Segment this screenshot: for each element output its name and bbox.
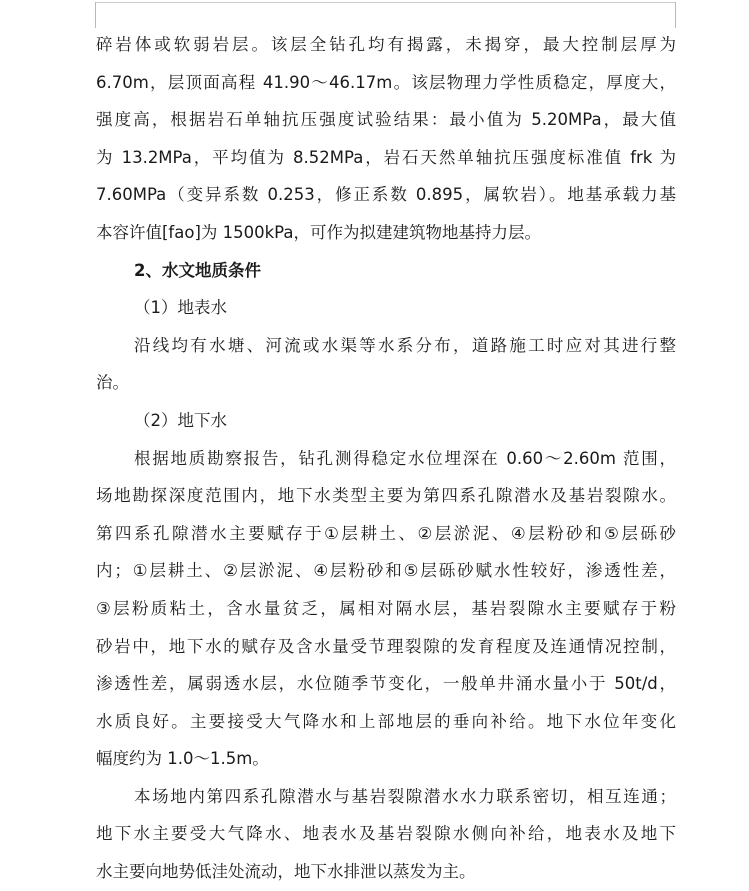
text-line: 第四系孔隙潜水主要赋存于①层耕土、②层淤泥、④层粉砂和⑤层砾砂 bbox=[96, 523, 676, 543]
text-line: 沿线均有水塘、河流或水渠等水系分布，道路施工时应对其进行整 bbox=[134, 335, 676, 355]
section-heading-hydrogeology: 2、水文地质条件 bbox=[134, 260, 261, 280]
paragraph-groundwater bbox=[96, 440, 676, 778]
text-line: 治。 bbox=[96, 373, 129, 393]
page-margin-guide-top bbox=[95, 2, 675, 3]
text-line: 水主要向地势低洼处流动，地下水排泄以蒸发为主。 bbox=[96, 862, 476, 882]
text-line: 水质良好。主要接受大气降水和上部地层的垂向补给。地下水位年变化 bbox=[96, 711, 676, 731]
subheading-surface-water: （1）地表水 bbox=[134, 298, 227, 318]
text-line: 渗透性差，属弱透水层，水位随季节变化，一般单井涌水量小于 50t/d， bbox=[96, 674, 676, 694]
text-line: 为 13.2MPa，平均值为 8.52MPa，岩石天然单轴抗压强度标准值 frk 为 bbox=[96, 147, 676, 167]
paragraph-hydraulic-connection bbox=[96, 778, 676, 891]
text-line: 幅度约为 1.0～1.5m。 bbox=[96, 749, 269, 769]
document-body bbox=[96, 26, 676, 891]
text-line: 根据地质勘察报告，钻孔测得稳定水位埋深在 0.60～2.60m 范围， bbox=[134, 448, 676, 468]
page-margin-guide-right bbox=[675, 2, 676, 28]
text-line: 本场地内第四系孔隙潜水与基岩裂隙潜水水力联系密切，相互连通； bbox=[134, 786, 676, 806]
paragraph-surface-water bbox=[96, 327, 676, 402]
subheading-groundwater: （2）地下水 bbox=[134, 410, 227, 430]
text-line: ③层粉质粘土，含水量贫乏，属相对隔水层，基岩裂隙水主要赋存于粉 bbox=[96, 598, 676, 618]
paragraph-rock-layer bbox=[96, 26, 676, 252]
text-line: 本容许值[fao]为 1500kPa，可作为拟建建筑物地基持力层。 bbox=[96, 222, 542, 242]
text-line: 场地勘探深度范围内，地下水类型主要为第四系孔隙潜水及基岩裂隙水。 bbox=[96, 486, 676, 506]
text-line: 6.70m，层顶面高程 41.90～46.17m。该层物理力学性质稳定，厚度大， bbox=[96, 72, 676, 92]
text-line: 地下水主要受大气降水、地表水及基岩裂隙水侧向补给，地表水及地下 bbox=[96, 824, 676, 844]
page-margin-guide-left bbox=[95, 2, 96, 28]
text-line: 碎岩体或软弱岩层。该层全钻孔均有揭露，未揭穿，最大控制层厚为 bbox=[96, 35, 676, 54]
text-line: 内；①层耕土、②层淤泥、④层粉砂和⑤层砾砂赋水性较好，渗透性差， bbox=[96, 561, 676, 581]
text-line: 7.60MPa（变异系数 0.253，修正系数 0.895，属软岩）。地基承载力基 bbox=[96, 185, 676, 205]
text-line: 强度高，根据岩石单轴抗压强度试验结果：最小值为 5.20MPa，最大值 bbox=[96, 110, 676, 130]
text-line: 砂岩中，地下水的赋存及含水量受节理裂隙的发育程度及连通情况控制， bbox=[96, 636, 676, 656]
